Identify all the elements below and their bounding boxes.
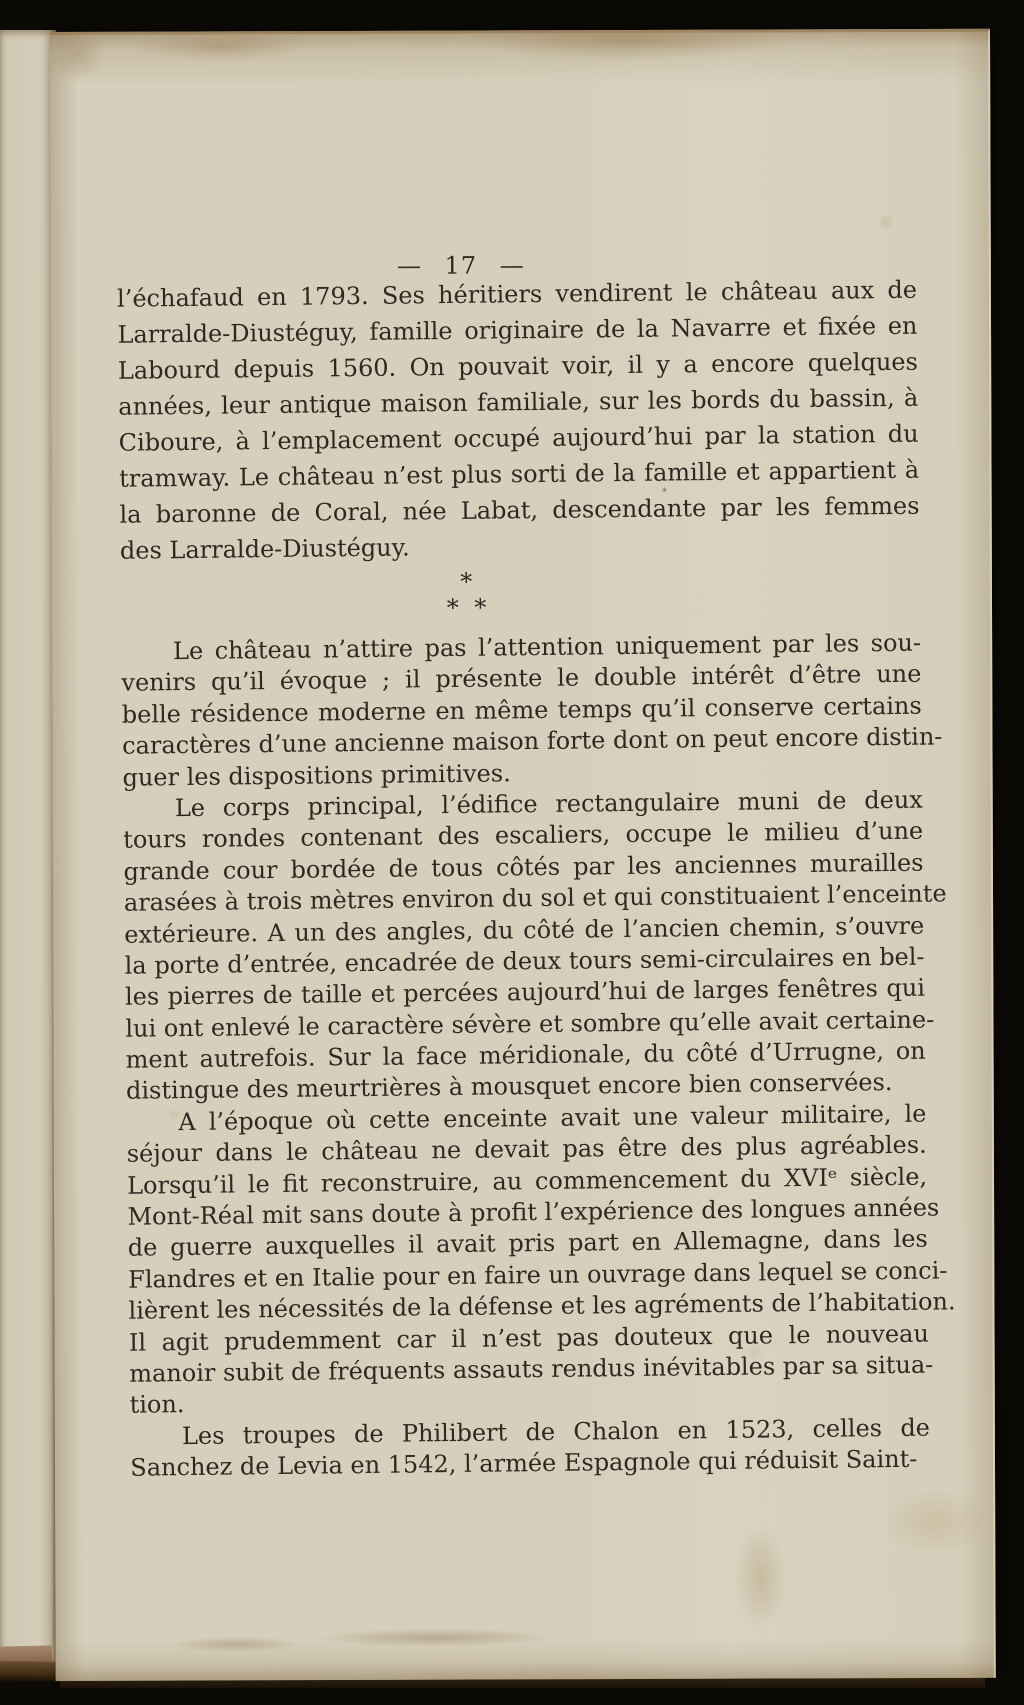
paragraph-3 [123, 785, 947, 1108]
text-line: Larralde-Diustéguy, famille originaire de la Navarre et fixée en [117, 311, 918, 349]
text-line: années, leur antique maison familiale, sur les bords du bassin, à [118, 383, 919, 421]
text-line: tours rondes contenant des escaliers, occupe le milieu d’une [123, 817, 924, 855]
text-line: Flandres et en Italie pour en faire un ouvrage dans lequel se conci- [128, 1256, 948, 1294]
text-line: la porte d’entrée, encadrée de deux tours semi-circulaires en bel- [124, 942, 925, 980]
text-line: belle résidence moderne en même temps qu’il conserve certains [121, 691, 922, 729]
text-line: A l’époque où cette enceinte avait une valeur militaire, le [178, 1099, 927, 1136]
text-line: Les troupes de Philibert de Chalon en 1523, celles de [181, 1413, 931, 1450]
text-line: manoir subit de fréquents assauts rendus inévitables par sa situa- [129, 1350, 934, 1388]
text-line: l’échafaud en 1793. Ses héritiers vendirent le château aux de [116, 275, 918, 313]
text-line: Sanchez de Levia en 1542, l’armée Espagnole qui réduisit Saint- [130, 1444, 918, 1482]
text-line: Lorsqu’il le fit reconstruire, au commencement du XVIᵉ siècle, [126, 1162, 928, 1200]
page-text-block [116, 272, 956, 1485]
paragraph-4 [126, 1098, 956, 1421]
text-line: arasées à trois mètres environ du sol et qui constituaient l’enceinte [123, 879, 947, 917]
text-line: guer les dispositions primitives. [122, 758, 511, 792]
separator-asterisk-top: * [460, 567, 477, 596]
text-line: caractères d’une ancienne maison forte dont on peut encore distin- [121, 722, 943, 760]
text-line: lui ont enlevé le caractère sévère et sombre qu’elle avait certaine- [125, 1005, 935, 1043]
text-line: Le corps principal, l’édifice rectangulaire muni de deux [174, 785, 923, 823]
text-line: Labourd depuis 1560. On pouvait voir, il y a encore quelques [117, 347, 918, 385]
text-line: grande cour bordée de tous côtés par les anciennes murailles [123, 848, 924, 886]
separator-asterisks-bottom: * * [446, 593, 491, 623]
paragraph-1 [117, 272, 920, 569]
section-separator [68, 564, 869, 629]
page-number: — 17 — [396, 251, 525, 280]
text-line: Ciboure, à l’emplacement occupé aujourd’hui par la station du [118, 419, 919, 457]
text-line: séjour dans le château ne devait pas être des plus agréables. [126, 1130, 927, 1168]
text-line: venirs qu’il évoque ; il présente le double intérêt d’être une [121, 660, 922, 698]
text-line: Mont-Réal mit sans doute à profit l’expérience des longues années [127, 1193, 940, 1231]
text-line: de guerre auxquelles il avait pris part en Allemagne, dans les [127, 1225, 928, 1263]
book-page [50, 29, 996, 1681]
text-line: la baronne de Coral, née Labat, descendante par les femmes [119, 491, 920, 529]
text-line: les pierres de taille et percées aujourd’hui de larges fenêtres qui [124, 973, 926, 1012]
text-line: lièrent les nécessités de la défense et les agréments de l’habitation. [128, 1287, 956, 1325]
text-line: ment autrefois. Sur la face méridionale, du côté d’Urrugne, on [125, 1036, 926, 1074]
previous-page-edge [0, 30, 56, 1664]
paragraph-2 [121, 628, 943, 794]
text-line: distingue des meurtrières à mousquet encore bien conservées. [125, 1068, 893, 1106]
text-line: des Larralde-Diustéguy. [119, 533, 410, 565]
text-line: tramway. Le château n’est plus sorti de la famille et appartient à [118, 455, 920, 493]
text-line: extérieure. A un des angles, du côté de l’ancien chemin, s’ouvre [124, 911, 925, 949]
text-line: Le château n’attire pas l’attention uniquement par les sou- [172, 628, 922, 666]
text-line: Il agit prudemment car il n’est pas douteux que le nouveau [128, 1319, 930, 1357]
text-line: tion. [129, 1390, 185, 1420]
paragraph-5 [130, 1412, 931, 1484]
